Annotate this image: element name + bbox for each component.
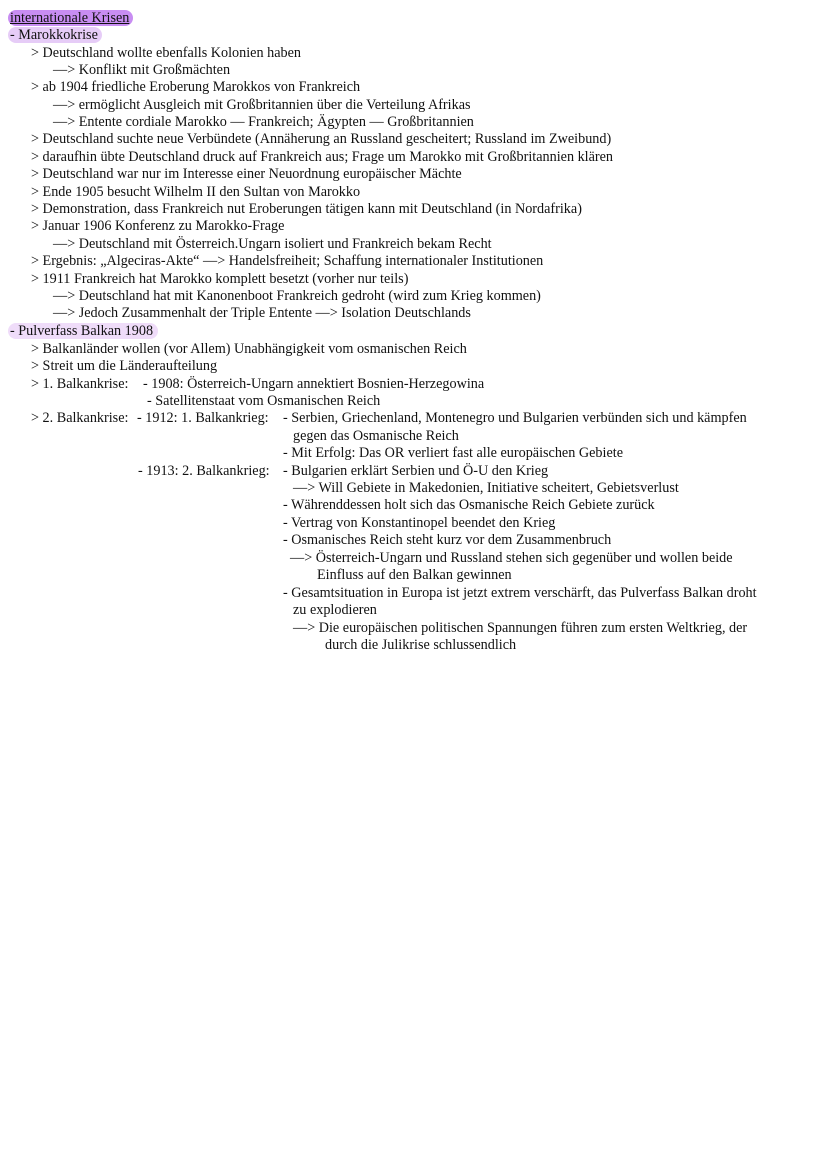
bullet-line: > 2. Balkankrise: (31, 410, 129, 426)
bullet-line: > 1911 Frankreich hat Marokko komplett besetzt (vorher nur teils) (31, 271, 409, 287)
arrow-line: —> Österreich-Ungarn und Russland stehen sich gegenüber und wollen beide (290, 550, 733, 566)
sub-line: - Gesamtsituation in Europa ist jetzt extrem verschärft, das Pulverfass Balkan droht (283, 585, 757, 601)
sub-line: gegen das Osmanische Reich (293, 428, 459, 444)
sub-label: - 1913: 2. Balkankrieg: (138, 463, 270, 479)
arrow-line: —> Konflikt mit Großmächten (53, 62, 231, 78)
sub-line: - Mit Erfolg: Das OR verliert fast alle europäischen Gebiete (283, 445, 623, 461)
bullet-line: > Deutschland wollte ebenfalls Kolonien haben (31, 44, 301, 61)
section-heading-balkan: - Pulverfass Balkan 1908 (8, 323, 158, 339)
bullet-line: > Ende 1905 besucht Wilhelm II den Sultan von Marokko (31, 183, 361, 200)
section-heading-marokkokrise: - Marokkokrise (8, 27, 102, 43)
sub-line: Einfluss auf den Balkan gewinnen (317, 567, 512, 583)
sub-line: - Währenddessen holt sich das Osmanische Reich Gebiete zurück (283, 497, 655, 513)
arrow-line: —> Jedoch Zusammenhalt der Triple Entente —> Isolation Deutschlands (53, 305, 471, 321)
sub-line: - Satellitenstaat vom Osmanischen Reich (147, 393, 381, 409)
section-heading-line (8, 323, 158, 340)
sub-line: - Bulgarien erklärt Serbien und Ö-U den Krieg (283, 463, 549, 479)
bullet-line: > Ergebnis: „Algeciras-Akte“ —> Handelsfreiheit; Schaffung internationaler Institutionen (31, 253, 544, 269)
sub-label: - 1912: 1. Balkankrieg: (137, 410, 269, 426)
page-title: internationale Krisen (8, 10, 133, 26)
bullet-line: > Deutschland war nur im Interesse einer Neuordnung europäischer Mächte (31, 166, 462, 182)
sub-line: - 1908: Österreich-Ungarn annektiert Bosnien-Herzegowina (143, 376, 485, 392)
arrow-line: —> Deutschland mit Österreich.Ungarn isoliert und Frankreich bekam Recht (53, 236, 492, 252)
bullet-line: > Balkanländer wollen (vor Allem) Unabhängigkeit vom osmanischen Reich (31, 341, 467, 357)
bullet-line: > ab 1904 friedliche Eroberung Marokkos von Frankreich (31, 79, 361, 95)
sub-line: - Vertrag von Konstantinopel beendet den Krieg (283, 515, 556, 531)
bullet-line: > Deutschland suchte neue Verbündete (Annäherung an Russland gescheitert; Russland im Zweibund) (31, 131, 612, 147)
section-heading-line (8, 27, 102, 44)
bullet-line: > Demonstration, dass Frankreich nut Eroberungen tätigen kann mit Deutschland (in Nordafrika) (31, 201, 582, 217)
arrow-line: —> Entente cordiale Marokko — Frankreich; Ägypten — Großbritannien (53, 114, 474, 130)
bullet-line: > daraufhin übte Deutschland druck auf Frankreich aus; Frage um Marokko mit Großbritannien klären (31, 149, 614, 165)
bullet-line: > Streit um die Länderaufteilung (31, 358, 218, 374)
sub-line: - Serbien, Griechenland, Montenegro und Bulgarien verbünden sich und kämpfen (283, 410, 747, 426)
arrow-line: —> Deutschland hat mit Kanonenboot Frankreich gedroht (wird zum Krieg kommen) (53, 288, 541, 304)
arrow-line: —> Die europäischen politischen Spannungen führen zum ersten Weltkrieg, der (293, 620, 748, 636)
title-line (8, 10, 133, 27)
bullet-line: > 1. Balkankrise: (31, 376, 129, 392)
sub-line: - Osmanisches Reich steht kurz vor dem Zusammenbruch (283, 532, 612, 548)
arrow-line: —> Will Gebiete in Makedonien, Initiative scheitert, Gebietsverlust (293, 480, 679, 496)
bullet-line: > Januar 1906 Konferenz zu Marokko-Frage (31, 218, 285, 234)
sub-line: zu explodieren (293, 602, 377, 618)
arrow-line: —> ermöglicht Ausgleich mit Großbritannien über die Verteilung Afrikas (53, 96, 471, 113)
sub-line: durch die Julikrise schlussendlich (325, 637, 517, 653)
